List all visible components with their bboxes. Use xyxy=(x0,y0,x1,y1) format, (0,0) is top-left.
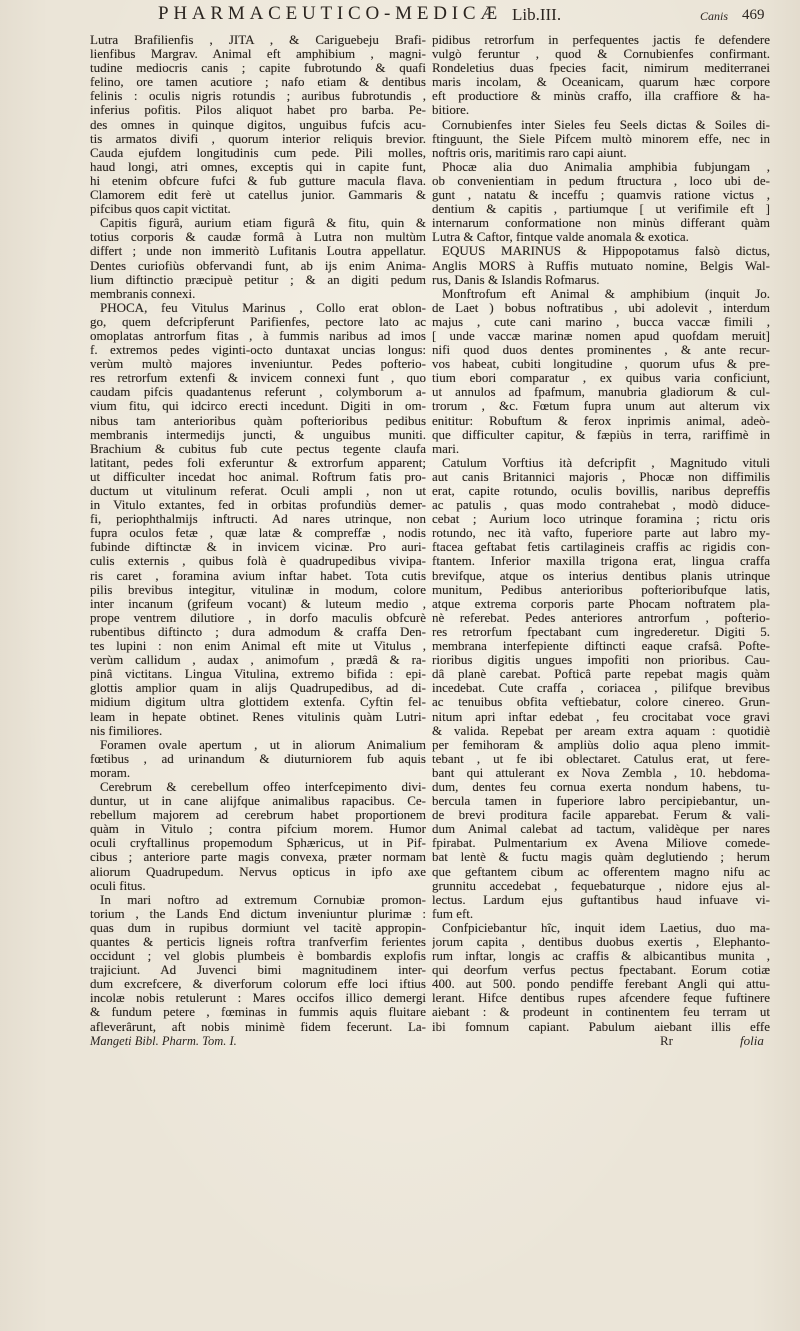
paragraph xyxy=(90,301,426,738)
text-line: nitum apri inftar edebat , feu crocitabat voce gravi xyxy=(432,709,770,724)
text-line: majus , cute cani marino , bucca vaccæ fimili , xyxy=(432,314,770,329)
text-line: leam in hepate obtinet. Renes vitulinis quàm Lutri- xyxy=(90,709,426,724)
text-line: pifcibus quos capit victitat. xyxy=(90,202,231,217)
text-line: eft productiore & minùs craffo, illa craffiore & ha- xyxy=(432,89,770,104)
text-line: bat lentè & fuctu magis quàm deglutiendo ; herum xyxy=(432,850,770,865)
text-line: totius corporis & caudæ formâ à Lutra non multùm xyxy=(90,230,426,245)
text-line: ac tenuibus obfita veftiebatur, colore cinereo. Grun- xyxy=(432,695,770,710)
text-line: fpirabat. Pulmentarium ex Avena Miliove comede- xyxy=(432,836,770,851)
text-line: ftacea geftabat fetis cartilagineis craffis ac rigidis con- xyxy=(432,540,770,555)
paragraph xyxy=(432,921,770,1034)
text-line: go, quem defcripferunt Parifienfes, pectore lato ac xyxy=(90,314,426,329)
text-line: tudine mediocris canis ; capite fubrotundo & quafi xyxy=(90,61,426,76)
text-line: moram. xyxy=(90,765,131,780)
text-line: rioribus digitis ungues impofiti non prioribus. Cau- xyxy=(432,653,770,668)
text-line: erat, capite rotundo, oculis bovillis, naribus depreffis xyxy=(432,484,770,498)
text-line: nifi quod duos dentes prominentes , & ante recur- xyxy=(432,343,770,358)
text-line: Monftrofum eft Animal & amphibium (inquit Jo. xyxy=(442,286,770,301)
text-line: dum excrefcere, & diverforum colorum effe loci iftius xyxy=(90,977,426,992)
footer-signature: Mangeti Bibl. Pharm. Tom. I. xyxy=(90,1034,237,1048)
paragraph xyxy=(432,287,770,456)
text-line: [ unde vaccæ marinæ nomen apud quofdam meruit] xyxy=(432,328,770,343)
text-line: caudam pifcis quadantenus referunt , colymborum a- xyxy=(90,385,426,400)
paragraph xyxy=(90,33,426,216)
text-line: noftris oris, maritimis raro capi aiunt. xyxy=(432,145,627,160)
text-line: Anglis MORS à Ruffis mutuato nomine, Belgis Wal- xyxy=(432,258,770,273)
text-line: differt ; unde non immeritò Lufitanis Loutra appellatur. xyxy=(90,244,426,259)
text-line: Dentes curiofiùs obfervandi funt, ab ijs enim Anima- xyxy=(90,258,426,273)
text-line: bitiore. xyxy=(432,103,470,118)
text-line: oculi fitus. xyxy=(90,878,146,893)
text-line: incolæ nobis retulerunt : Mares occifos illico demergi xyxy=(90,991,426,1006)
text-line: que geftantem cibum ac offerentem magno nifu ac xyxy=(432,864,770,879)
paragraph xyxy=(432,33,770,118)
text-line: dum, dentes feu cornua exerta nondum habens, tu- xyxy=(432,779,770,794)
text-line: in Vitulo extantes, fed in orbitas profundiùs demer- xyxy=(90,498,426,513)
text-line: Phocæ alia duo Animalia amphibia fubjungam , xyxy=(442,159,770,174)
text-line: Confpiciebantur hîc, inquit idem Laetius, duo ma- xyxy=(442,920,770,935)
text-line: felinis : oculis nigris rotundis ; auribus fubrotundis , xyxy=(90,89,426,104)
text-line: omoplatas antrorfum fitas , à fummis naribus ad imos xyxy=(90,328,426,343)
text-line: dentium & capitis , partiumque [ ut verifimile eft ] xyxy=(432,202,770,217)
text-line: bercula tamen in fuperiore labro percipiebantur, un- xyxy=(432,794,770,809)
text-line: Capitis figurâ, aurium etiam figurâ & fitu, quin & xyxy=(100,216,426,231)
text-line: torium , the Lands End dictum inveniuntur plurimæ : xyxy=(90,906,426,921)
text-line: ftinguunt, the Siele Pifcem multò minorem effe, nec in xyxy=(432,131,770,146)
text-line: pidibus retrorfum in perfequentes jactis fe defendere xyxy=(432,33,770,47)
text-line: lerant. Hifce dentibus rupes afcendere feque fuftinere xyxy=(432,991,770,1006)
text-line: Cauda ejufdem longitudinis cum pede. Pili molles, xyxy=(90,145,426,160)
text-line: ftantem. Inferior maxilla trigona erat, lingua craffa xyxy=(432,554,770,569)
text-line: felino, ore tamen acutiore ; nafo etiam & dentibus xyxy=(90,75,426,90)
text-line: vium fitu, qui idcirco erecti incedunt. Digiti in om- xyxy=(90,399,426,414)
text-line: rubentibus diftincto ; dura admodum & craffa Den- xyxy=(90,624,426,639)
text-line: aliorum Quadrupedum. Nervus opticus in ipfo axe xyxy=(90,864,426,879)
text-line: Clamorem edit ferè ut catellus junior. Gammaris & xyxy=(90,188,426,203)
text-line: res retrorfum extenfi & invicem connexi funt , quo xyxy=(90,371,426,386)
text-line: que difficulter capitur, & fæpiùs in terra, rariffimè in xyxy=(432,427,770,442)
text-line: quas dum in rupibus dormiunt vel tacitè appropin- xyxy=(90,920,426,935)
text-line: prope ventrem dilutiore , in dorfo maculis obfcurè xyxy=(90,610,426,625)
text-line: Cerebrum & cerebellum offeo interfcepimento divi- xyxy=(100,779,426,794)
paragraph xyxy=(90,216,426,301)
text-line: PHOCA, feu Vitulus Marinus , Collo erat oblon- xyxy=(100,300,426,315)
right-column xyxy=(432,33,770,1034)
text-line: rum inftar, longis ac craffis & albicantibus munita , xyxy=(432,949,770,964)
text-line: des omnes in quinque digitos, unguibus fufcis acu- xyxy=(90,117,426,132)
paragraph xyxy=(432,118,770,160)
text-line: culis externis , quibus folà è quadrupedibus vivipa- xyxy=(90,554,426,569)
text-line: In mari noftro ad extremum Cornubiæ promon- xyxy=(100,892,426,907)
text-line: verùm callidum , audax , animofum , prædâ & ra- xyxy=(90,653,426,668)
text-line: pinâ victitans. Lingua Vitulina, extremo bifida : epi- xyxy=(90,667,426,682)
text-line: cibus ; anteriore parte magis convexa, præter normam xyxy=(90,850,426,865)
text-line: Catulum Vorftius ità defcripfit , Magnitudo vituli xyxy=(442,455,770,470)
paragraph xyxy=(90,738,426,780)
text-line: vulgò feruntur , quod & Cornubienfes confirmant. xyxy=(432,47,770,62)
text-line: Cornubienfes inter Sieles feu Seels dictas & Soiles di- xyxy=(442,117,770,132)
text-line: dum Animal calebat ad tactum, validèque per nares xyxy=(432,822,770,837)
text-line: pilis brevibus integitur, vitulinæ in modum, colore xyxy=(90,582,426,597)
text-line: mari. xyxy=(432,441,460,456)
text-line: atque extrema corporis parte Phocam noftratem pla- xyxy=(432,596,770,611)
text-line: membranis connexi. xyxy=(90,286,196,301)
text-line: res retrorfum fpectabant cum ingrederetur. Digiti 5. xyxy=(432,624,770,639)
text-line: enititur: Robuftum & ferox inprimis animal, adeò- xyxy=(432,413,770,428)
text-line: Lutra & Caftor, fintque valde anomala & exotica. xyxy=(432,230,689,245)
text-line: latitant, pedes foli exferuntur & extrorfum apparent; xyxy=(90,455,426,470)
text-line: brevifque, atque os interius dentibus planis utrinque xyxy=(432,568,770,583)
text-line: EQUUS MARINUS & Hippopotamus falsò dictus, xyxy=(442,244,770,259)
text-line: Brachium & cubitus fub cute pectus tegente claufa xyxy=(90,441,426,456)
text-line: inter incanum (grifeum vocant) & luteum medio , xyxy=(90,596,426,611)
text-line: quantes & perticis ligneis roftra tranfverfim ferientes xyxy=(90,935,426,949)
text-line: ductum ut vitulinum referat. Oculi ampli , non ut xyxy=(90,484,426,498)
text-line: fi, periophthalmijs inftructi. Ad nares utrinque, non xyxy=(90,512,426,527)
text-line: fupra oculos fetæ , quæ latæ & compreffæ , nodis xyxy=(90,526,426,541)
running-head-topic: Canis xyxy=(700,9,729,23)
catchword: folia xyxy=(740,1033,764,1048)
text-line: trajiciunt. Ad Juvenci bimi magnitudinem inter- xyxy=(90,963,426,978)
text-line: Lutra Brafilienfis , JITA , & Cariguebeju Brafi- xyxy=(90,33,426,47)
text-line: internarum conformatione non minùs differant quàm xyxy=(432,216,770,231)
text-line: ut difficulter incedat hoc animal. Roftrum fatis pro- xyxy=(90,469,426,484)
text-line: 400. aut 500. pondo pendiffe ferebant Angli qui attu- xyxy=(432,977,770,992)
book-number: Lib.III. xyxy=(512,5,562,24)
paragraph xyxy=(90,780,426,893)
text-line: rotundo, nec ità vafto, fuperiore parte aut labro my- xyxy=(432,526,770,541)
text-line: membranis intermedijs juncti, & unguibus muniti. xyxy=(90,427,426,442)
text-line: hi etenim obfcure fufci & fub gutture macula flava. xyxy=(90,173,426,188)
text-line: per femihoram & ampliùs dolio aqua pleno immit- xyxy=(432,737,770,752)
text-line: nibus tam anterioribus quàm pofterioribus pedibus xyxy=(90,413,426,428)
text-line: oculi cryftallinus propemodum Sphæricus, ut in Pif- xyxy=(90,836,426,851)
text-line: aut canis Britannici majoris , Phocæ non diffimilis xyxy=(432,469,770,484)
paragraph xyxy=(432,456,770,921)
text-line: vos habeat, cubiti longitudine , quorum ufus & pre- xyxy=(432,357,770,372)
text-line: ob convenientiam in pedum ftructura , loco ubi de- xyxy=(432,173,770,188)
text-line: & valida. Repebat per aream extra aquam : quotidiè xyxy=(432,723,770,738)
text-line: grunnitu accedebat , fequebaturque , nidore ejus al- xyxy=(432,878,770,893)
text-line: & fundum petere , fœminas in fummis aquis fluitare xyxy=(90,1005,426,1020)
text-line: glottis amplior quam in alijs Quadrupedibus, ad di- xyxy=(90,681,426,696)
text-line: dâ planè carebat. Pofticâ parte repebat magis quàm xyxy=(432,667,770,682)
page-number: 469 xyxy=(742,7,765,23)
text-line: f. extremos pedes viginti-octo duntaxat uncias longus: xyxy=(90,343,426,358)
text-line: ris caret , foramina avium inftar habet. Tota cutis xyxy=(90,568,426,583)
text-line: ac patulis , quas modo contrahebat , modò diduce- xyxy=(432,498,770,513)
text-line: maris incolam, & Oceanicam, quarum hæc corpore xyxy=(432,75,770,90)
text-line: bant qui attulerant ex Nova Zembla , 10. hebdoma- xyxy=(432,765,770,780)
text-line: jorum capita , dentibus duobus exertis , Elephanto- xyxy=(432,935,770,949)
paragraph xyxy=(90,893,426,1034)
text-line: lium diftinctio præcipuè petitur ; & an digiti pedum xyxy=(90,272,426,287)
text-line: nè referebat. Pedes anteriores antrorfum , pofterio- xyxy=(432,610,770,625)
text-line: ibi fomnum capiant. Pabulum aiebant illis effe xyxy=(432,1019,770,1034)
running-header-title: PHARMACEUTICO-MEDICÆ xyxy=(158,3,503,24)
text-line: cebat ; Aurium loco utrinque foramina ; rictu oris xyxy=(432,512,770,527)
text-line: fum eft. xyxy=(432,906,474,921)
text-line: rebellum majorem ad cerebrum habet proportionem xyxy=(90,808,426,823)
text-line: inferius pofitis. Pilos aliquot habet pro barba. Pe- xyxy=(90,103,426,118)
text-line: afleverârunt, aft nobis minimè fidem fecerunt. La- xyxy=(90,1019,426,1034)
text-line: fubinde diftinctæ & in invicem vicinæ. Pro auri- xyxy=(90,540,426,555)
text-line: de brevi proditura facile apparebat. Ferum & vali- xyxy=(432,808,770,823)
text-line: tium ebori comparatur , ex quibus varia conficiunt, xyxy=(432,371,770,386)
text-line: qui deorfum verfus pectus fpectabant. Eorum cotiæ xyxy=(432,963,770,978)
text-line: incedebat. Cute craffa , coriacea , pilifque brevibus xyxy=(432,681,770,696)
text-line: lienfibus Margrav. Animal eft amphibium , magni- xyxy=(90,47,426,62)
signature-mark: Rr xyxy=(660,1033,673,1048)
text-line: munitum, Pedibus anterioribus pofterioribufque latis, xyxy=(432,582,770,597)
text-line: gunt , natatu & inceffu ; quamvis ratione victus , xyxy=(432,188,770,203)
text-line: duntur, ut in cane alijfque animalibus rapacibus. Ce- xyxy=(90,794,426,809)
text-line: midium digitum ultra glottidem extenfa. Cyftin fel- xyxy=(90,695,426,710)
text-line: tes lupini : non enim Animal eft mite ut Vitulus , xyxy=(90,639,426,654)
text-line: ut annulos ad fpafmum, manubria gladiorum & cul- xyxy=(432,385,770,400)
text-line: quàm in Vitulo ; contra pifcium morem. Humor xyxy=(90,822,426,837)
text-line: tebant , ut fe ibi oblectaret. Catulus erat, ut fere- xyxy=(432,751,770,766)
text-line: aiebant : & prodeunt in continentem feu terram ut xyxy=(432,1005,770,1020)
text-line: nis fimiliores. xyxy=(90,723,163,738)
text-line: Rondeletius duas fpecies facit, nimirum mediterranei xyxy=(432,61,770,76)
text-line: haud longi, atri omnes, exceptis qui in capite funt, xyxy=(90,159,426,174)
text-line: Foramen ovale apertum , ut in aliorum Animalium xyxy=(100,737,426,752)
text-line: de Laet ) bobus noftratibus , ubi adolevit , interdum xyxy=(432,300,770,315)
text-line: tis armatos divifi , quorum interior reliquis brevior. xyxy=(90,131,426,146)
paragraph xyxy=(432,160,770,245)
text-line: membrana interfepiente diftincti eaque crafsâ. Pofte- xyxy=(432,639,770,654)
text-line: verùm multò majores inveniuntur. Pedes pofterio- xyxy=(90,357,426,372)
text-line: occidunt ; vel globis plumbeis è bombardis explofis xyxy=(90,949,426,964)
text-line: rus, Danis & Islandis Rofmarus. xyxy=(432,272,600,287)
text-line: lectus. Lardum ejus guftantibus haud infuave vi- xyxy=(432,892,770,907)
text-line: fœtibus , ad urinandum & diuturniorem fub aquis xyxy=(90,751,426,766)
left-column xyxy=(90,33,426,1034)
paragraph xyxy=(432,244,770,286)
text-line: trorum , &c. Fœtum fupra unum aut alterum vix xyxy=(432,399,770,414)
